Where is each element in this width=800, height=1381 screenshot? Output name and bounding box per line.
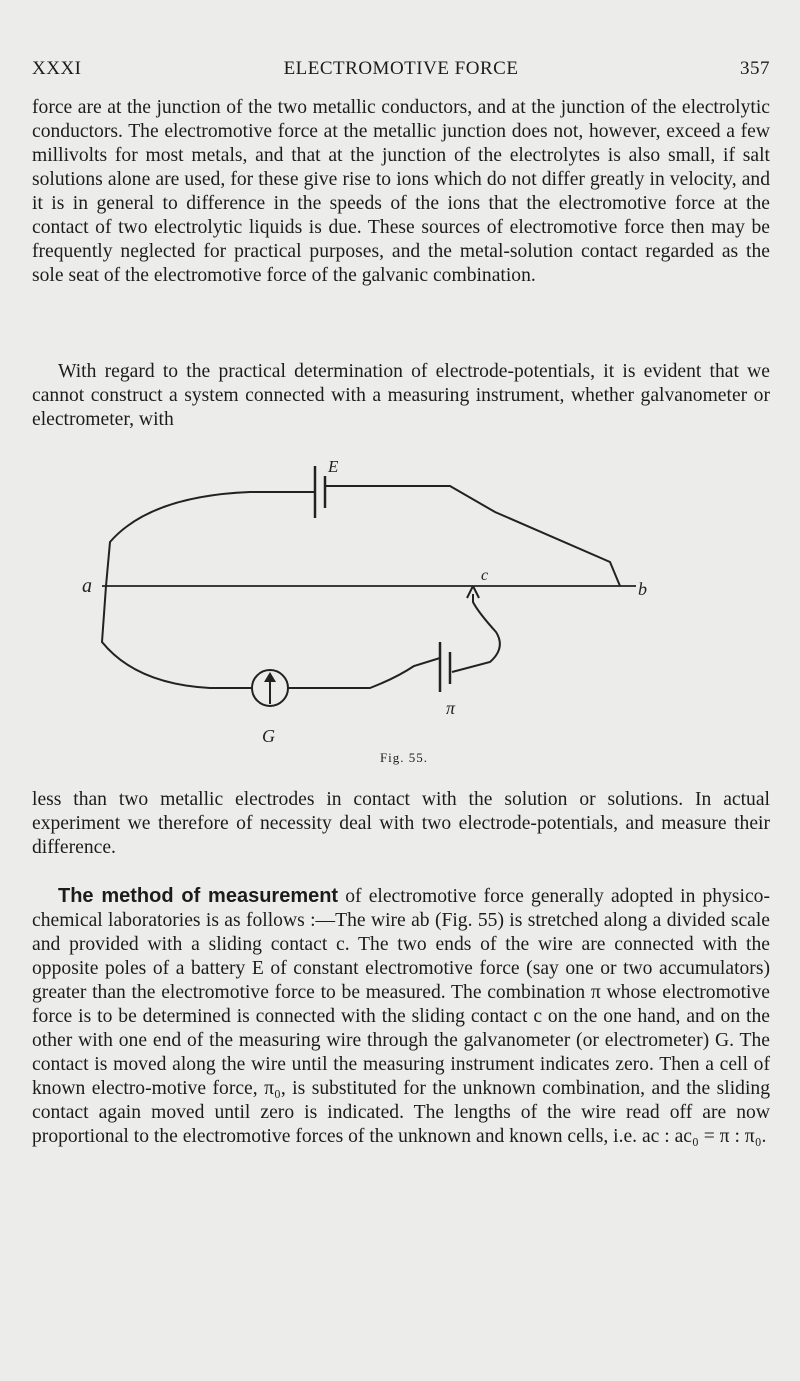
upper-left-wire <box>106 492 315 586</box>
label-E: E <box>328 457 339 476</box>
label-G: G <box>262 726 275 746</box>
label-pi: π <box>446 698 456 718</box>
label-b: b <box>638 579 647 599</box>
running-header <box>32 58 770 84</box>
chapter-number: XXXI <box>32 58 82 79</box>
page-number: 357 <box>740 58 770 79</box>
label-c: c <box>481 567 489 584</box>
method-heading: The method of measurement <box>58 885 339 907</box>
upper-right-wire <box>325 486 620 586</box>
lower-left-wire <box>102 586 252 688</box>
galvanometer-needle-icon <box>264 672 276 704</box>
method-body: of electromotive force generally adopted in physico-chemical laboratories is as follows :—The wire ab (Fig. 55) is stretched along a divided scale and provided with a sliding contact c. The two ends of the wire are connected with the opposite poles of a battery E of constant electromotive force (say one or two accumulators) greater than the electromotive force to be measured. The combination π whose electromotive force is to be determined is connected with the sliding contact c on the one hand, and on the other with one end of the measuring wire through the galvanometer (or electrometer) G. The contact is moved along the wire until the measuring instrument indicates zero. Then a cell of known electro-motive force, π₀, is substituted for the unknown combination, and the sliding contact again moved until zero is indicated. The lengths of the wire read off are now proportional to the electromotive forces of the unknown and known cells, i.e. ac : ac₀ = π : π₀. <box>32 886 770 1147</box>
paragraph-1: force are at the junction of the two metallic conductors, and at the junction of the electrolytic conductors. The electromotive force at the metallic junction does not, however, exceed a few millivolts for most metals, and that at the junction of the electrolytes is also small, if salt solutions alone are used, for these give rise to ions which do not differ greatly in velocity, and it is in general to difference in the speeds of the ions that the electromotive force at the contact of two electrolytic liquids is due. These sources of electromotive force then may be frequently neglected for practical purposes, and the metal-solution contact regarded as the sole seat of the electromotive force of the galvanic combination. <box>32 97 770 286</box>
label-a: a <box>82 575 92 597</box>
running-title: ELECTROMOTIVE FORCE <box>283 58 519 79</box>
figure-caption: Fig. 55. <box>379 750 429 765</box>
paragraph-2: With regard to the practical determination of electrode-potentials, it is evident that we cannot construct a system connected with a measuring instrument, whether galvanometer or electrometer, with <box>32 361 770 430</box>
paragraph-3: less than two metallic electrodes in contact with the solution or solutions. In actual experiment we therefore of necessity deal with two electrode-potentials, and measure their difference. <box>32 789 770 858</box>
contact-lead <box>452 594 500 672</box>
lower-middle-wire <box>288 658 440 688</box>
paragraph-4 <box>32 884 770 1149</box>
figure-55-circuit-diagram <box>40 452 760 782</box>
